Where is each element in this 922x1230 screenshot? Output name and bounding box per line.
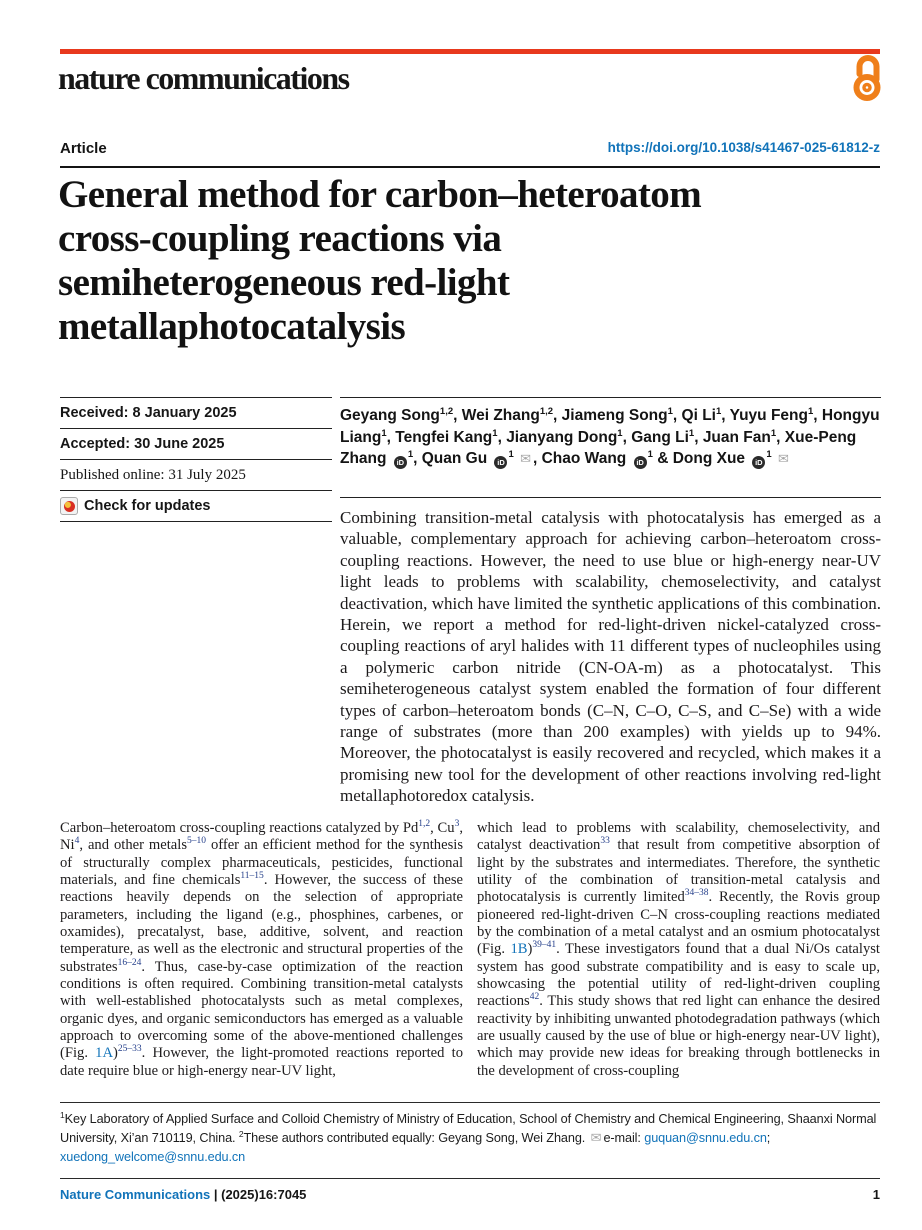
reference-superscript[interactable]: 1: [647, 448, 653, 460]
published-date: Published online: 31 July 2025: [60, 459, 332, 490]
reference-superscript[interactable]: 11–15: [240, 871, 264, 882]
email-link[interactable]: xuedong_welcome@snnu.edu.cn: [60, 1150, 246, 1164]
check-for-updates[interactable]: [60, 490, 332, 521]
reference-superscript[interactable]: 1,2: [539, 405, 554, 417]
reference-superscript[interactable]: 1: [407, 448, 414, 460]
reference-superscript[interactable]: 1: [688, 427, 695, 439]
email-link[interactable]: guquan@snnu.edu.cn: [644, 1130, 767, 1145]
reference-superscript[interactable]: 16–24: [117, 957, 142, 968]
footer-journal-link[interactable]: Nature Communications: [60, 1187, 211, 1202]
orcid-icon[interactable]: iD: [634, 456, 647, 469]
affiliation-footnote: $^1$Key Laboratory of Applied Surface and Colloid Chemistry of Ministry of Education, School of Chemistry and Chemical Engineering, Shaanxi Normal University, Xi’an 710119, China. $^2$These authors contributed equally: Geyang Song, Wei Zhang. ✉ e-mail: guquan@snnu.edu.cn; xuedong_welcome@snnu.edu.cn: [60, 1102, 880, 1167]
footer-citation: [60, 1187, 306, 1202]
reference-superscript[interactable]: 5–10: [187, 836, 206, 847]
reference-superscript[interactable]: 1: [60, 1109, 65, 1120]
abstract: Combining transition-metal catalysis with photocatalysis has emerged as a valuable, complementary approach for achieving carbon–heteroatom cross-coupling reactions. However, the need to use blue or high-energy near-UV light leads to problems with scalability, chemoselectivity, and catalyst deactivation, which have limited the synthetic applications of this combination. Herein, we report a method for red-light-driven nickel-catalyzed cross-coupling reactions of aryl halides with 11 different types of nucleophiles using a polymeric carbon nitride (CN-OA-m) as a photocatalyst. This semiheterogeneous catalyst system enabled the formation of four different types of carbon–heteroatom bonds (C–N, C–O, C–S, and C–Se) with a wide range of substrates (more than 200 examples) with yields up to 94%. Moreover, the photocatalyst is easily recovered and recycled, which makes it a promising new tool for the development of other reactions involving red-light metallaphotoredox catalysis.: [340, 497, 881, 807]
article-history-sidebar: [60, 397, 332, 522]
reference-superscript[interactable]: 1,2: [439, 405, 454, 417]
orcid-icon[interactable]: iD: [494, 456, 507, 469]
received-date: Received: 8 January 2025: [60, 397, 332, 428]
reference-superscript[interactable]: 25–33: [117, 1044, 142, 1055]
reference-superscript[interactable]: 33: [600, 836, 610, 847]
journal-logo: nature communications: [58, 60, 349, 96]
figure-link[interactable]: 1A: [95, 1045, 114, 1062]
doi-link[interactable]: https://doi.org/10.1038/s41467-025-61812-z: [607, 140, 880, 155]
reference-superscript[interactable]: 2: [238, 1128, 244, 1139]
reference-superscript[interactable]: 39–41: [532, 940, 557, 951]
reference-superscript[interactable]: 3: [454, 819, 460, 830]
reference-superscript[interactable]: 1: [617, 427, 623, 439]
footer-citation-text: | (2025)16:7045: [213, 1187, 307, 1202]
article-type-label: Article: [60, 140, 107, 157]
page-title: [58, 173, 858, 349]
check-for-updates-label: Check for updates: [84, 498, 211, 514]
brand-red-bar: [60, 49, 880, 54]
reference-superscript[interactable]: 1: [770, 427, 777, 439]
open-access-icon: [849, 53, 885, 106]
title-line: cross-coupling reactions via: [58, 217, 502, 260]
orcid-icon[interactable]: iD: [752, 456, 765, 469]
reference-superscript[interactable]: 42: [529, 992, 540, 1003]
mail-icon[interactable]: ✉: [590, 1130, 602, 1146]
title-line: General method for carbon–heteroatom: [58, 173, 702, 216]
author-list: Geyang Song$^{1,2}$, Wei Zhang$^{1,2}$, Jiameng Song$^1$, Qi Li$^1$, Yuyu Feng$^1$, Hongyu Liang$^1$, Tengfei Kang$^1$, Jianyang Dong$^1$, Gang Li$^1$, Juan Fan$^1$, Xue-Peng Zhang iD$^1$, Quan Gu iD$^1$ ✉ , Chao Wang iD$^1$ & Dong Xue iD$^1$ ✉: [340, 397, 881, 471]
reference-superscript[interactable]: 1: [807, 405, 814, 417]
article-header-row: [60, 140, 880, 168]
accepted-date: Accepted: 30 June 2025: [60, 428, 332, 459]
reference-superscript[interactable]: 1: [381, 427, 387, 439]
reference-superscript[interactable]: 1: [667, 405, 673, 417]
crossmark-icon: [60, 497, 78, 515]
body-column-right: which lead to problems with scalability, chemoselectivity, and catalyst deactivation$^{33}$ that result from competitive absorption of light by the substrates and intermediates. Therefore, the synthetic utility of the combination of transition-metal catalysis and photocatalysis is currently limited$^{34-38}$. Recently, the Rovis group pioneered red-light-driven C–N cross-coupling reactions mediated by the combination of a metal catalyst and an osmium photocatalyst (Fig. 1B)$^{39-41}$. These investigators found that a dual Ni/Os catalyst system has good substrate compatibility and is easy to scale up, showcasing the potential utility of red-light-driven coupling reactions$^{42}$. This study shows that red light can enhance the desired reactivity by inhibiting unwanted photodegradation pathways (which are usually caused by the use of blue or high-energy near-UV light), which may provide new ideas for breaking through bottlenecks in the development of cross-coupling: [477, 820, 880, 1079]
figure-link[interactable]: 1B: [510, 941, 528, 958]
title-line: semiheterogeneous red-light: [58, 261, 510, 304]
title-line: metallaphotocatalysis: [58, 305, 406, 348]
reference-superscript[interactable]: 1: [766, 448, 772, 460]
page-footer: [60, 1178, 880, 1202]
reference-superscript[interactable]: 4: [74, 836, 80, 847]
reference-superscript[interactable]: 1: [715, 405, 722, 417]
body-column-left: Carbon–heteroatom cross-coupling reactions catalyzed by Pd$^{1,2}$, Cu$^3$, Ni$^4$, and other metals$^{5-10}$ offer an efficient method for the synthesis of structurally complex pharmaceuticals, pesticides, functional materials, and fine chemicals$^{11-15}$. However, the success of these reactions heavily depends on the selection of appropriate parameters, including the ligand (e.g., phosphines, carbenes, or oxamides), precatalyst, base, additive, solvent, and reaction temperature, as well as the electronic and structural properties of the substrates$^{16-24}$. Thus, case-by-case optimization of the reaction conditions is often required. Combining transition-metal catalysts with well-established photocatalysts such as metal complexes, organic dyes, and organic semiconductors has emerged as a valuable approach to overcoming some of the above-mentioned challenges (Fig. 1A)$^{25-33}$. However, the light-promoted reactions reported to date require blue or high-energy near-UV light,: [60, 819, 464, 1079]
reference-superscript[interactable]: 1: [492, 427, 498, 439]
mail-icon[interactable]: ✉: [520, 452, 531, 467]
mail-icon[interactable]: ✉: [777, 452, 789, 467]
orcid-icon[interactable]: iD: [394, 456, 407, 469]
reference-superscript[interactable]: 1,2: [418, 819, 431, 830]
reference-superscript[interactable]: 1: [508, 448, 514, 460]
reference-superscript[interactable]: 34–38: [684, 888, 709, 899]
page-number: 1: [872, 1187, 880, 1202]
